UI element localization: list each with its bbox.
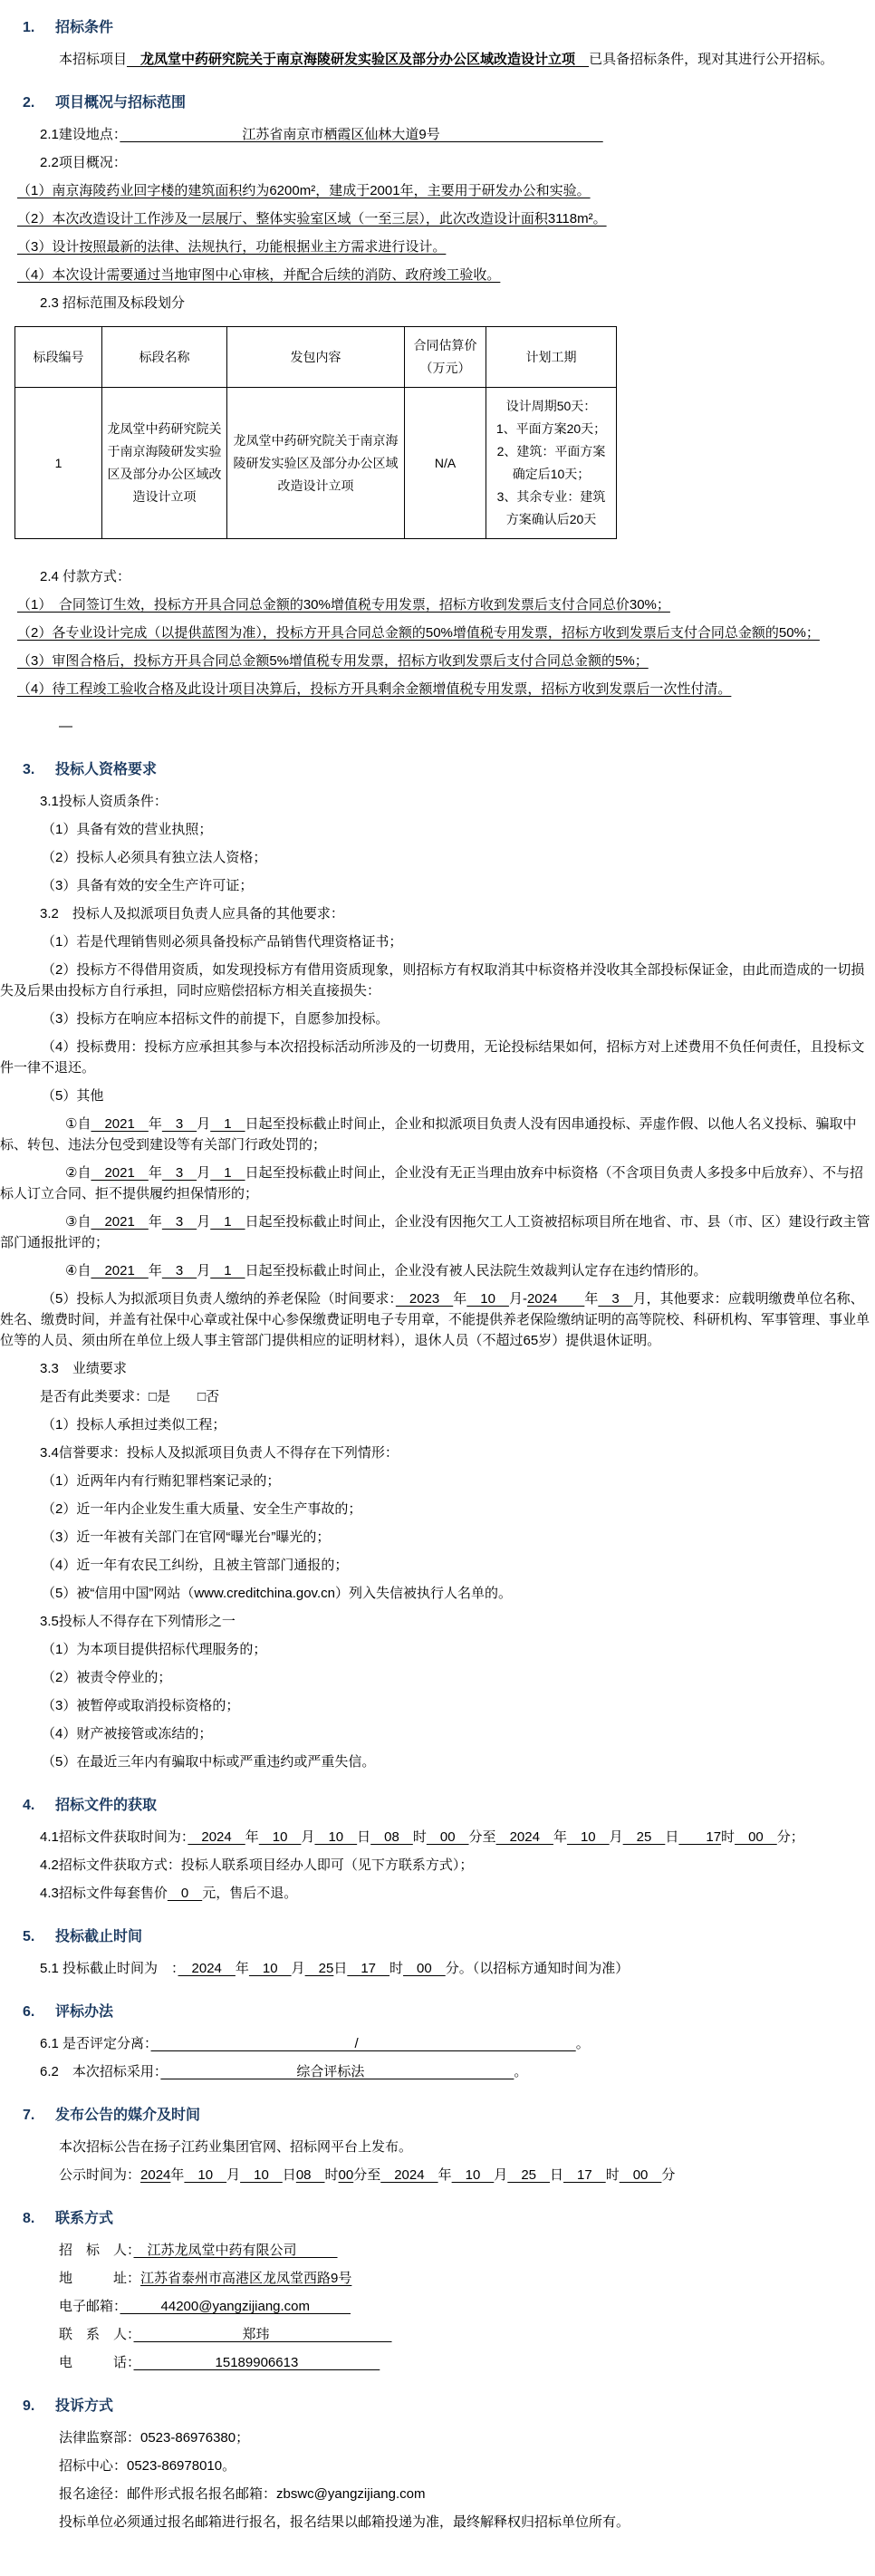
text-segment: 招 标 人： [59, 2243, 134, 2258]
section-number: 1. [23, 20, 35, 35]
paragraph [0, 1723, 875, 1744]
text-segment: 年 [245, 1829, 259, 1845]
section-heading [0, 18, 875, 38]
text-segment: （4）近一年有农民工纠纷，且被主管部门通报的； [42, 1558, 349, 1573]
text-segment: （5）投标人为拟派项目负责人缴纳的养老保险（时间要求： [42, 1291, 396, 1307]
paragraph [0, 679, 875, 699]
section-heading [0, 2209, 875, 2229]
underlined-value: 2024 [495, 1829, 553, 1845]
paragraph [0, 1008, 875, 1029]
paragraph [0, 1695, 875, 1716]
text-segment: （2）被责令停业的； [42, 1670, 172, 1685]
section-heading [0, 2397, 875, 2417]
text-segment: 4.2招标文件获取方式：投标人联系项目经办人即可（见下方联系方式）； [40, 1857, 474, 1873]
text-segment: ④自 [65, 1263, 91, 1278]
underlined-value: 2021 [91, 1116, 149, 1132]
text-segment: （2）投标方不得借用资质，如发现投标方有借用资质现象，则招标方有权取消其中标资格并没收其全部投标保证金，由此而造成的一切损失及后果由投标方自行承担，同时应赔偿招标方相关直接损失： [0, 962, 865, 999]
text-segment: 月 [197, 1263, 211, 1278]
underlined-value: 2023 [395, 1291, 454, 1307]
paragraph [0, 208, 875, 229]
underlined-value: 25 [304, 1961, 334, 1976]
text-segment: 年 [148, 1165, 162, 1181]
paragraph [0, 1751, 875, 1772]
text-segment: ②自 [65, 1165, 91, 1181]
text-segment: 月 [197, 1214, 211, 1230]
underlined-value: 00 [619, 2167, 662, 2183]
section-heading [0, 1927, 875, 1947]
text-segment: （3）具备有效的安全生产许可证； [42, 878, 254, 893]
text-segment: 日起至投标截止时间止，企业没有被人民法院生效裁判认定存在违约情形的。 [245, 1263, 707, 1278]
paragraph [0, 2137, 875, 2157]
text-segment: 日起至投标截止时间止，企业没有无正当理由放弃中标资格（不含项目负责人多投多中后放弃）、不与招标人订立合同、拒不提供履约担保情形的； [0, 1165, 864, 1201]
text-segment: 公示时间为： [59, 2167, 141, 2183]
underlined-value: 3 [598, 1291, 633, 1307]
table-cell: 设计周期50天： 1、平面方案20天； 2、建筑：平面方案确定后10天； 3、其余专业：建筑方案确认后20天 [486, 388, 617, 539]
text-segment: 2.4 付款方式： [40, 569, 131, 584]
paragraph [0, 2427, 875, 2448]
text-segment: 3.4信誉要求：投标人及拟派项目负责人不得存在下列情形： [40, 1445, 399, 1461]
section-title: 联系方式 [55, 2211, 114, 2226]
text-segment: 本招标项目 [59, 52, 128, 67]
text-segment: 已具备招标条件，现对其进行公开招标。 [589, 52, 834, 67]
text-segment: （4）投标费用：投标方应承担其参与本次招投标活动所涉及的一切费用，无论投标结果如何，招标方对上述费用不负任何责任，且投标文件一律不退还。 [0, 1039, 865, 1076]
paragraph [0, 566, 875, 587]
underlined-value: 2024 [526, 1291, 585, 1307]
text-segment: 月 [197, 1116, 211, 1132]
underlined-value: 2024 [178, 1961, 236, 1976]
underlined-value: （2）各专业设计完成（以提供蓝图为准），投标方开具合同总金额的50%增值税专用发票，招标方收到发票后支付合同总金额的50%； [17, 625, 820, 641]
text-segment: 4.1招标文件获取时间为： [40, 1829, 188, 1845]
underlined-value: （1）南京海陵药业回字楼的建筑面积约为6200m²，建成于2001年，主要用于研发办公和实验。 [17, 183, 591, 198]
underlined-value: （3）设计按照最新的法律、法规执行，功能根据业主方需求进行设计。 [17, 239, 447, 255]
underlined-value: 1 [210, 1165, 245, 1181]
underlined-value: 2021 [91, 1263, 149, 1278]
paragraph [0, 1499, 875, 1520]
underlined-value: 15189906613 [133, 2355, 380, 2370]
paragraph [0, 1358, 875, 1379]
underlined-value: 0 [167, 1886, 203, 1901]
paragraph [0, 847, 875, 868]
paragraph [0, 931, 875, 952]
paragraph [0, 1442, 875, 1463]
paragraph [0, 1037, 875, 1078]
checkbox-yes: □是 [149, 1389, 171, 1404]
section-heading [0, 2002, 875, 2022]
text-segment: 。 [514, 2064, 528, 2079]
text-segment: 时 [721, 1829, 736, 1845]
text-segment: 是否有此类要求： [40, 1389, 149, 1404]
text-segment: 电 话： [59, 2355, 134, 2370]
text-segment: 投标单位必须通过报名邮箱进行报名，报名结果以邮箱投递为准，最终解释权归招标单位所有。 [59, 2514, 630, 2530]
underlined-value: 2021 [91, 1214, 149, 1230]
paragraph [0, 960, 875, 1001]
text-segment: 年 [235, 1961, 249, 1976]
text-segment: 月 [226, 2167, 241, 2183]
section-number: 7. [23, 2108, 35, 2123]
text-segment: 。 [575, 2036, 590, 2051]
text-segment: 2.1建设地点： [40, 127, 120, 142]
paragraph [0, 1114, 875, 1155]
text-segment: 3.2 投标人及拟派项目负责人应具备的其他要求： [40, 906, 344, 921]
text-segment: （2）投标人必须具有独立法人资格； [42, 850, 267, 865]
text-segment: （3）近一年被有关部门在官网“曝光台”曝光的； [42, 1529, 331, 1545]
text-segment: 月 [494, 2167, 508, 2183]
paragraph [0, 293, 875, 314]
underlined-value: 25 [622, 1829, 666, 1845]
table-header-cell: 合同估算价 （万元） [405, 327, 486, 388]
underlined-value: 17 [678, 1829, 722, 1845]
paragraph [0, 1386, 875, 1407]
underlined-value: 08 [370, 1829, 413, 1845]
table-cell: N/A [405, 388, 486, 539]
text-segment: 3.3 业绩要求 [40, 1361, 127, 1376]
section-title: 招标条件 [55, 20, 114, 35]
text-segment: 分。（以招标方通知时间为准） [445, 1961, 630, 1976]
paragraph [0, 2268, 875, 2289]
underlined-value: 江苏省南京市栖霞区仙林大道9号 [120, 127, 603, 142]
underlined-value: 1 [210, 1116, 245, 1132]
section-number: 8. [23, 2211, 35, 2226]
table-header-cell: 标段编号 [15, 327, 102, 388]
text-segment: 月 [609, 1829, 623, 1845]
paragraph [0, 594, 875, 615]
text-segment: 2.3 招标范围及标段划分 [40, 295, 186, 311]
underlined-value: 3 [161, 1116, 197, 1132]
paragraph [0, 2484, 875, 2504]
lot-table [14, 326, 617, 539]
text-segment: （5）被“信用中国”网站（www.creditchina.gov.cn）列入失信被执行人名单的。 [42, 1586, 512, 1601]
underlined-value: 00 [338, 2167, 354, 2183]
text-segment: — [59, 719, 72, 734]
underlined-value: / [150, 2036, 576, 2051]
paragraph [0, 1414, 875, 1435]
section-title: 投标人资格要求 [55, 762, 158, 777]
paragraph [0, 1471, 875, 1491]
text-segment: 年 [553, 1829, 567, 1845]
paragraph [0, 1260, 875, 1281]
text-segment: 时 [324, 2167, 339, 2183]
text-segment: 元，售后不退。 [202, 1886, 298, 1901]
text-segment: 联 系 人： [59, 2327, 134, 2342]
underlined-value: 10 [258, 1829, 302, 1845]
table-header-cell: 计划工期 [486, 327, 617, 388]
section-number: 3. [23, 762, 35, 777]
checkbox-no: □否 [197, 1389, 220, 1404]
underlined-value: 17 [563, 2167, 606, 2183]
underlined-value: 25 [507, 2167, 550, 2183]
text-segment: 6.1 是否评定分离： [40, 2036, 151, 2051]
text-segment: （1）具备有效的营业执照； [42, 822, 213, 837]
underlined-value: （4）本次设计需要通过当地审图中心审核，并配合后续的消防、政府竣工验收。 [17, 267, 501, 283]
paragraph [0, 1958, 875, 1979]
paragraph [0, 1527, 875, 1548]
text-segment: （3）投标方在响应本招标文件的前提下，自愿参加投标。 [42, 1011, 389, 1027]
paragraph [0, 1555, 875, 1576]
text-segment: 电子邮箱： [59, 2299, 120, 2314]
underlined-value: 10 [466, 1291, 509, 1307]
text-segment: 分至 [353, 2167, 381, 2183]
section-heading [0, 1796, 875, 1816]
text-segment: 日 [665, 1829, 679, 1845]
paragraph [0, 2324, 875, 2345]
section-title: 项目概况与招标范围 [55, 95, 187, 111]
text-segment: ③自 [65, 1214, 91, 1230]
text-segment: 年 [438, 2167, 452, 2183]
text-segment: 2.2项目概况： [40, 155, 127, 170]
paragraph [0, 651, 875, 671]
table-header-cell: 发包内容 [227, 327, 405, 388]
paragraph [0, 1611, 875, 1632]
underlined-value: 00 [735, 1829, 777, 1845]
text-segment: 月 [301, 1829, 315, 1845]
underlined-value: 10 [184, 2167, 227, 2183]
underlined-value: 00 [403, 1961, 446, 1976]
underlined-value [575, 52, 589, 67]
underlined-value: 10 [248, 1961, 292, 1976]
underlined-value: 3 [161, 1263, 197, 1278]
paragraph [0, 1288, 875, 1351]
paragraph [0, 1855, 875, 1876]
text-segment: 6.2 本次招标采用： [40, 2064, 161, 2079]
section-title: 评标办法 [55, 2004, 114, 2020]
underlined-value: 综合评标法 [160, 2064, 514, 2079]
paragraph [0, 49, 875, 70]
paragraph [0, 2455, 875, 2476]
text-segment: 年 [148, 1214, 162, 1230]
underlined-value: 2024 [140, 2167, 171, 2183]
underlined-value: 10 [451, 2167, 495, 2183]
text-segment: （1）若是代理销售则必须具备投标产品销售代理资格证书； [42, 934, 403, 950]
paragraph [0, 819, 875, 840]
text-segment: 报名途径：邮件形式报名报名邮箱：zbswc@yangzijiang.com [59, 2486, 426, 2502]
text-segment: 月- [508, 1291, 527, 1307]
section-title: 招标文件的获取 [55, 1798, 158, 1813]
underlined-value: 2024 [380, 2167, 438, 2183]
underlined-value: 10 [240, 2167, 283, 2183]
paragraph [0, 2165, 875, 2185]
paragraph [0, 236, 875, 257]
text-segment: 年 [148, 1116, 162, 1132]
paragraph [0, 1163, 875, 1204]
table-header-row [15, 327, 617, 388]
text-segment: 时 [412, 1829, 427, 1845]
section-title: 投标截止时间 [55, 1929, 143, 1944]
text-segment: 地 址： [59, 2271, 141, 2286]
text-segment: 法律监察部：0523-86976380； [59, 2430, 250, 2446]
text-segment: 年 [170, 2167, 185, 2183]
underlined-value: 3 [161, 1214, 197, 1230]
text-segment: 月 [197, 1165, 211, 1181]
paragraph [0, 2033, 875, 2054]
paragraph [0, 791, 875, 812]
text-segment: 时 [605, 2167, 620, 2183]
text-segment: 月 [291, 1961, 305, 1976]
paragraph [0, 716, 875, 737]
section-number: 5. [23, 1929, 35, 1944]
paragraph [0, 875, 875, 896]
underlined-value: （1） 合同签订生效，投标方开具合同总金额的30%增值税专用发票，招标方收到发票后支付合同总价30%； [17, 597, 670, 613]
text-segment: 本次招标公告在扬子江药业集团官网、招标网平台上发布。 [59, 2139, 413, 2155]
text-segment: （1）近两年内有行贿犯罪档案记录的； [42, 1473, 281, 1489]
underlined-value: 00 [426, 1829, 469, 1845]
paragraph [0, 2512, 875, 2533]
text-segment: 年 [148, 1263, 162, 1278]
underlined-value: （4）待工程竣工验收合格及此设计项目决算后，投标方开具剩余金额增值税专用发票，招标方收到发票后一次性付清。 [17, 681, 732, 697]
text-segment: 分至 [468, 1829, 496, 1845]
text-segment: 日起至投标截止时间止，企业没有因拖欠工人工资被招标项目所在地省、市、县（市、区）建设行政主管部门通报批评的； [0, 1214, 870, 1250]
paragraph [0, 2240, 875, 2261]
text-segment: 日 [282, 2167, 296, 2183]
text-segment: （1）为本项目提供招标代理服务的； [42, 1642, 267, 1657]
text-segment: 分； [776, 1829, 804, 1845]
section-title: 投诉方式 [55, 2398, 114, 2414]
section-number: 2. [23, 95, 35, 111]
paragraph [0, 265, 875, 285]
text-segment [170, 1389, 197, 1404]
text-segment: 月，其他要求：应载明缴费单位名称、姓名、缴费时间，并盖有社保中心章或社保中心参保缴费证明电子专用章，不能提供养老保险缴纳证明的高等院校、科研机构、军事管理、事业单位等的人员、须由所在单位上级人事主管部门提供相应的证明材料），退休人员（不超过65岁）提供退休证明。 [0, 1291, 870, 1348]
text-segment: 年 [584, 1291, 599, 1307]
paragraph [0, 1883, 875, 1904]
paragraph [0, 2296, 875, 2317]
text-segment: （3）被暂停或取消投标资格的； [42, 1698, 240, 1713]
paragraph [0, 903, 875, 924]
text-segment: （1）投标人承担过类似工程； [42, 1417, 226, 1433]
paragraph [0, 1085, 875, 1106]
text-segment: 日 [333, 1961, 348, 1976]
paragraph [0, 1639, 875, 1660]
section-heading [0, 2106, 875, 2126]
paragraph [0, 1583, 875, 1604]
underlined-value: 08 [295, 2167, 325, 2183]
text-segment: 日起至投标截止时间止，企业和拟派项目负责人没有因串通投标、弄虚作假、以他人名义投标、骗取中标、转包、违法分包受到建设等有关部门行政处罚的； [0, 1116, 857, 1153]
text-segment: 招标中心：0523-86978010。 [59, 2458, 236, 2474]
text-segment: （5）其他 [42, 1088, 104, 1104]
underlined-value: 郑玮 [133, 2327, 392, 2342]
underlined-value: 1 [210, 1263, 245, 1278]
text-segment: 5.1 投标截止时间为 ： [40, 1961, 178, 1976]
paragraph [0, 2352, 875, 2373]
underlined-value: 2021 [91, 1165, 149, 1181]
underlined-value: （3）审图合格后，投标方开具合同总金额5%增值税专用发票，招标方收到发票后支付合同总金额的5%； [17, 653, 649, 669]
paragraph [0, 622, 875, 643]
text-segment: 时 [389, 1961, 404, 1976]
paragraph [0, 1827, 875, 1848]
table-row [15, 388, 617, 539]
table-cell: 龙凤堂中药研究院关于南京海陵研发实验区及部分办公区域改造设计立项 [102, 388, 227, 539]
paragraph [0, 1211, 875, 1253]
underlined-value: 44200@yangzijiang.com [120, 2299, 351, 2314]
underlined-value: 江苏龙凤堂中药有限公司 [133, 2243, 338, 2258]
paragraph [0, 1667, 875, 1688]
underlined-value: 江苏省泰州市高港区龙凤堂西路9号 [140, 2271, 352, 2286]
text-segment: 分 [661, 2167, 676, 2183]
section-number: 9. [23, 2398, 35, 2414]
text-segment: 年 [453, 1291, 467, 1307]
underlined-value: 10 [314, 1829, 358, 1845]
paragraph [0, 124, 875, 145]
paragraph [0, 2061, 875, 2082]
underlined-value: （2）本次改造设计工作涉及一层展厅、整体实验室区域（一至三层），此次改造设计面积3118m²。 [17, 211, 607, 227]
text-segment: 3.5投标人不得存在下列情形之一 [40, 1614, 236, 1629]
underlined-value: 3 [161, 1165, 197, 1181]
text-segment: 3.1投标人资质条件： [40, 794, 168, 809]
text-segment: 日 [550, 2167, 564, 2183]
text-segment: （5）在最近三年内有骗取中标或严重违约或严重失信。 [42, 1754, 376, 1770]
underlined-value: 1 [210, 1214, 245, 1230]
underlined-value: 2024 [188, 1829, 245, 1845]
paragraph [0, 180, 875, 201]
text-segment: （2）近一年内企业发生重大质量、安全生产事故的； [42, 1501, 362, 1517]
table-cell: 1 [15, 388, 102, 539]
section-number: 6. [23, 2004, 35, 2020]
text-segment: ①自 [65, 1116, 91, 1132]
table-header-cell: 标段名称 [102, 327, 227, 388]
section-heading [0, 93, 875, 113]
section-heading [0, 760, 875, 780]
underlined-value: 龙凤堂中药研究院关于南京海陵研发实验区及部分办公区域改造设计立项 [140, 52, 576, 67]
section-number: 4. [23, 1798, 35, 1813]
text-segment: （4）财产被接管或冻结的； [42, 1726, 213, 1741]
paragraph [0, 152, 875, 173]
table-cell: 龙凤堂中药研究院关于南京海陵研发实验区及部分办公区域改造设计立项 [227, 388, 405, 539]
text-segment: 日 [357, 1829, 371, 1845]
text-segment: 4.3招标文件每套售价 [40, 1886, 168, 1901]
underlined-value: 10 [566, 1829, 610, 1845]
underlined-value [127, 52, 140, 67]
underlined-value: 17 [347, 1961, 390, 1976]
section-title: 发布公告的媒介及时间 [55, 2108, 201, 2123]
